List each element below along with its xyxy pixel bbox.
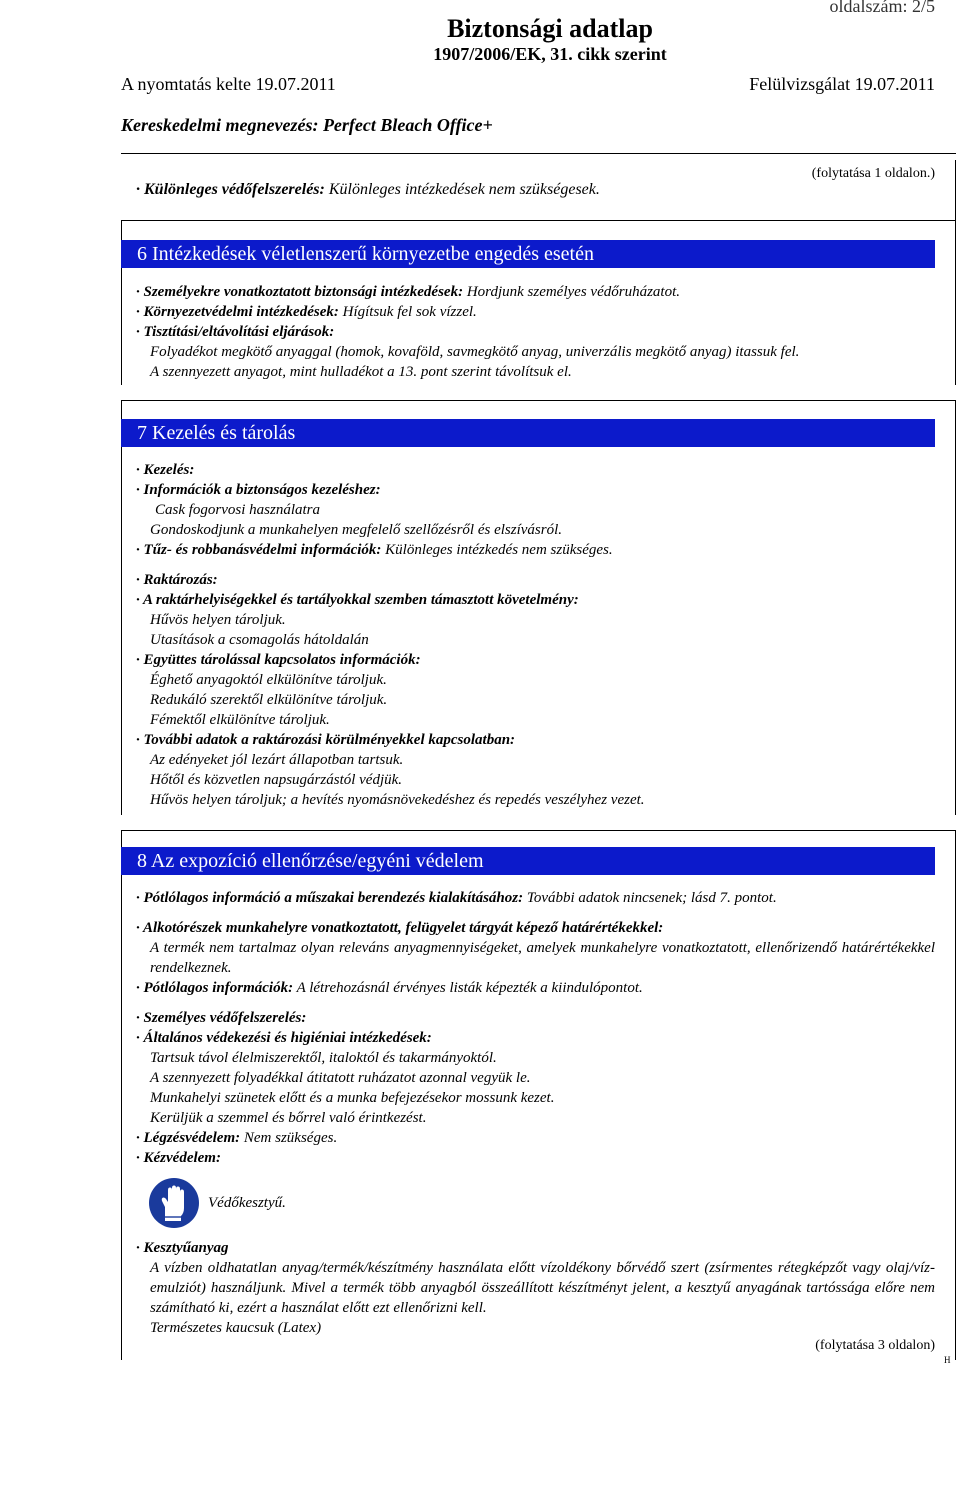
s8-ppe-label: · Személyes védőfelszerelés: bbox=[136, 1010, 307, 1026]
glove-caption: Védőkesztyű. bbox=[208, 1195, 286, 1211]
s8-extra-text: További adatok nincsenek; lásd 7. pontot. bbox=[523, 890, 777, 906]
s7-safe-label: · Információk a biztonságos kezeléshez: bbox=[136, 482, 381, 498]
s8-resp-label: · Légzésvédelem: bbox=[136, 1130, 241, 1146]
s6-cleanup-line1: Folyadékot megkötő anyaggal (homok, kovaföld, savmegkötő anyag, univerzális megkötő anyag) itassuk fel. bbox=[150, 344, 800, 360]
s7-joint-label: · Együttes tárolással kapcsolatos információk: bbox=[136, 652, 421, 668]
continuation-top: (folytatása 1 oldalon.) bbox=[811, 166, 935, 181]
s7-fire-label: · Tűz- és robbanásvédelmi információk: bbox=[136, 542, 382, 558]
s6-personal-text: Hordjunk személyes védőruházatot. bbox=[463, 284, 680, 300]
revision-date: Felülvizsgálat 19.07.2011 bbox=[749, 74, 935, 94]
document-subtitle: 1907/2006/EK, 31. cikk szerint bbox=[433, 44, 667, 64]
s7-safe-line1: Cask fogorvosi használatra bbox=[155, 502, 321, 518]
s8-hygiene-line2: A szennyezett folyadékkal átitatott ruházatot azonnal vegyük le. bbox=[150, 1070, 531, 1086]
s8-limits-label: · Alkotórészek munkahelyre vonatkoztatott, felügyelet tárgyát képező határértékekkel: bbox=[136, 920, 664, 936]
s7-further-label: · További adatok a raktározási körülményekkel kapcsolatban: bbox=[136, 732, 516, 748]
s7-fire-line bbox=[136, 540, 613, 560]
section7-left-rule bbox=[121, 400, 122, 815]
s6-personal-line bbox=[136, 282, 680, 302]
section8-right-rule bbox=[955, 830, 956, 1360]
section6-top-rule bbox=[121, 220, 956, 221]
glove-icon bbox=[148, 1177, 200, 1229]
s7-further-line1: Az edényeket jól lezárt állapotban tartsuk. bbox=[150, 752, 404, 768]
section8-top-rule bbox=[121, 830, 956, 831]
s8-hygiene-line1: Tartsuk távol élelmiszerektől, italoktól és takarmányoktól. bbox=[150, 1050, 497, 1066]
section7-top-rule bbox=[121, 400, 956, 401]
special-equipment-line bbox=[136, 180, 600, 200]
s7-further-line2: Hőtől és közvetlen napsugárzástól védjük. bbox=[150, 772, 403, 788]
trade-name: Kereskedelmi megnevezés: Perfect Bleach Office+ bbox=[121, 115, 493, 135]
s8-addinfo-label: · Pótlólagos információk: bbox=[136, 980, 294, 996]
s7-req-line1: Hűvös helyen tároljuk. bbox=[150, 612, 286, 628]
s7-joint-line3: Fémektől elkülönítve tároljuk. bbox=[150, 712, 330, 728]
s7-fire-text: Különleges intézkedés nem szükséges. bbox=[381, 542, 613, 558]
continuation-bottom: (folytatása 3 oldalon) bbox=[815, 1338, 935, 1353]
special-equipment-text: Különleges intézkedések nem szükségesek. bbox=[324, 181, 600, 198]
s6-personal-label: · Személyekre vonatkoztatott biztonsági intézkedések: bbox=[136, 284, 464, 300]
section6-title: 6 Intézkedések véletlenszerű környezetbe engedés esetén bbox=[121, 240, 935, 268]
s7-handling-label: · Kezelés: bbox=[136, 462, 195, 478]
section7-title: 7 Kezelés és tárolás bbox=[121, 419, 935, 447]
footer-mark: H bbox=[944, 1355, 951, 1365]
s8-addinfo-line bbox=[136, 978, 643, 998]
s7-req-label: · A raktárhelyiségekkel és tartályokkal szemben támasztott követelmény: bbox=[136, 592, 579, 608]
s8-hygiene-label: · Általános védekezési és higiéniai intézkedések: bbox=[136, 1030, 432, 1046]
s8-addinfo-text: A létrehozásnál érvényes listák képezték a kiindulópontot. bbox=[293, 980, 643, 996]
header-rule bbox=[121, 153, 956, 154]
s8-material-last: Természetes kaucsuk (Latex) bbox=[150, 1320, 322, 1336]
s7-further-line3: Hűvös helyen tároljuk; a hevítés nyomásnövekedéshez és repedés veszélyhez vezet. bbox=[150, 792, 645, 808]
s8-hygiene-line3: Munkahelyi szünetek előtt és a munka befejezésekor mossunk kezet. bbox=[150, 1090, 555, 1106]
special-equipment-label: · Különleges védőfelszerelés: bbox=[136, 181, 325, 198]
s7-joint-line2: Redukáló szerektől elkülönítve tároljuk. bbox=[150, 692, 388, 708]
s8-resp-text: Nem szükséges. bbox=[240, 1130, 338, 1146]
s8-resp-line bbox=[136, 1128, 337, 1148]
section7-right-rule bbox=[955, 400, 956, 815]
s7-req-line2: Utasítások a csomagolás hátoldalán bbox=[150, 632, 369, 648]
s8-hygiene-line4: Kerüljük a szemmel és bőrrel való érintkezést. bbox=[150, 1110, 427, 1126]
s7-joint-line1: Éghető anyagoktól elkülönítve tároljuk. bbox=[150, 672, 387, 688]
s6-cleanup-line2: A szennyezett anyagot, mint hulladékot a 13. pont szerint távolítsuk el. bbox=[150, 364, 572, 380]
s6-env-line bbox=[136, 302, 477, 322]
s6-env-label: · Környezetvédelmi intézkedések: bbox=[136, 304, 339, 320]
s8-material-text: A vízben oldhatatlan anyag/termék/készítmény használata előtt vízoldékony bőrvédő szert (zsírmentes rétegképzőt vagy olaj/víz-emulziót) használjunk. Mivel a termék több anyagból összeállított készítményt jelent, a kesztyű anyagának tartóssága előre nem számítható ki, ezért a használat előtt ezt ellenőrizni kell. bbox=[150, 1260, 935, 1316]
s8-limits-text: A termék nem tartalmaz olyan releváns anyagmennyiségeket, amelyek munkahelyre vonatkoztatott, ellenőrizendő határértékekkel rendelkeznek. bbox=[150, 940, 935, 976]
s8-extra-label: · Pótlólagos információ a műszakai berendezés kialakításához: bbox=[136, 890, 524, 906]
document-title: Biztonsági adatlap bbox=[447, 14, 653, 43]
s7-storage-label: · Raktározás: bbox=[136, 572, 218, 588]
page-number: oldalszám: 2/5 bbox=[829, 0, 935, 16]
s8-material-label: · Kesztyűanyag bbox=[136, 1240, 229, 1256]
s7-safe-line2: Gondoskodjunk a munkahelyen megfelelő szellőzésről és elszívásról. bbox=[150, 522, 563, 538]
print-date: A nyomtatás kelte 19.07.2011 bbox=[121, 74, 336, 94]
s6-cleanup-label: · Tisztítási/eltávolítási eljárások: bbox=[136, 324, 335, 340]
s8-extra-line bbox=[136, 888, 777, 908]
section8-title: 8 Az expozíció ellenőrzése/egyéni védelem bbox=[121, 847, 935, 875]
section8-left-rule bbox=[121, 830, 122, 1360]
s8-hand-label: · Kézvédelem: bbox=[136, 1150, 221, 1166]
s6-env-text: Hígítsuk fel sok vízzel. bbox=[338, 304, 477, 320]
section6-right-rule bbox=[955, 160, 956, 385]
